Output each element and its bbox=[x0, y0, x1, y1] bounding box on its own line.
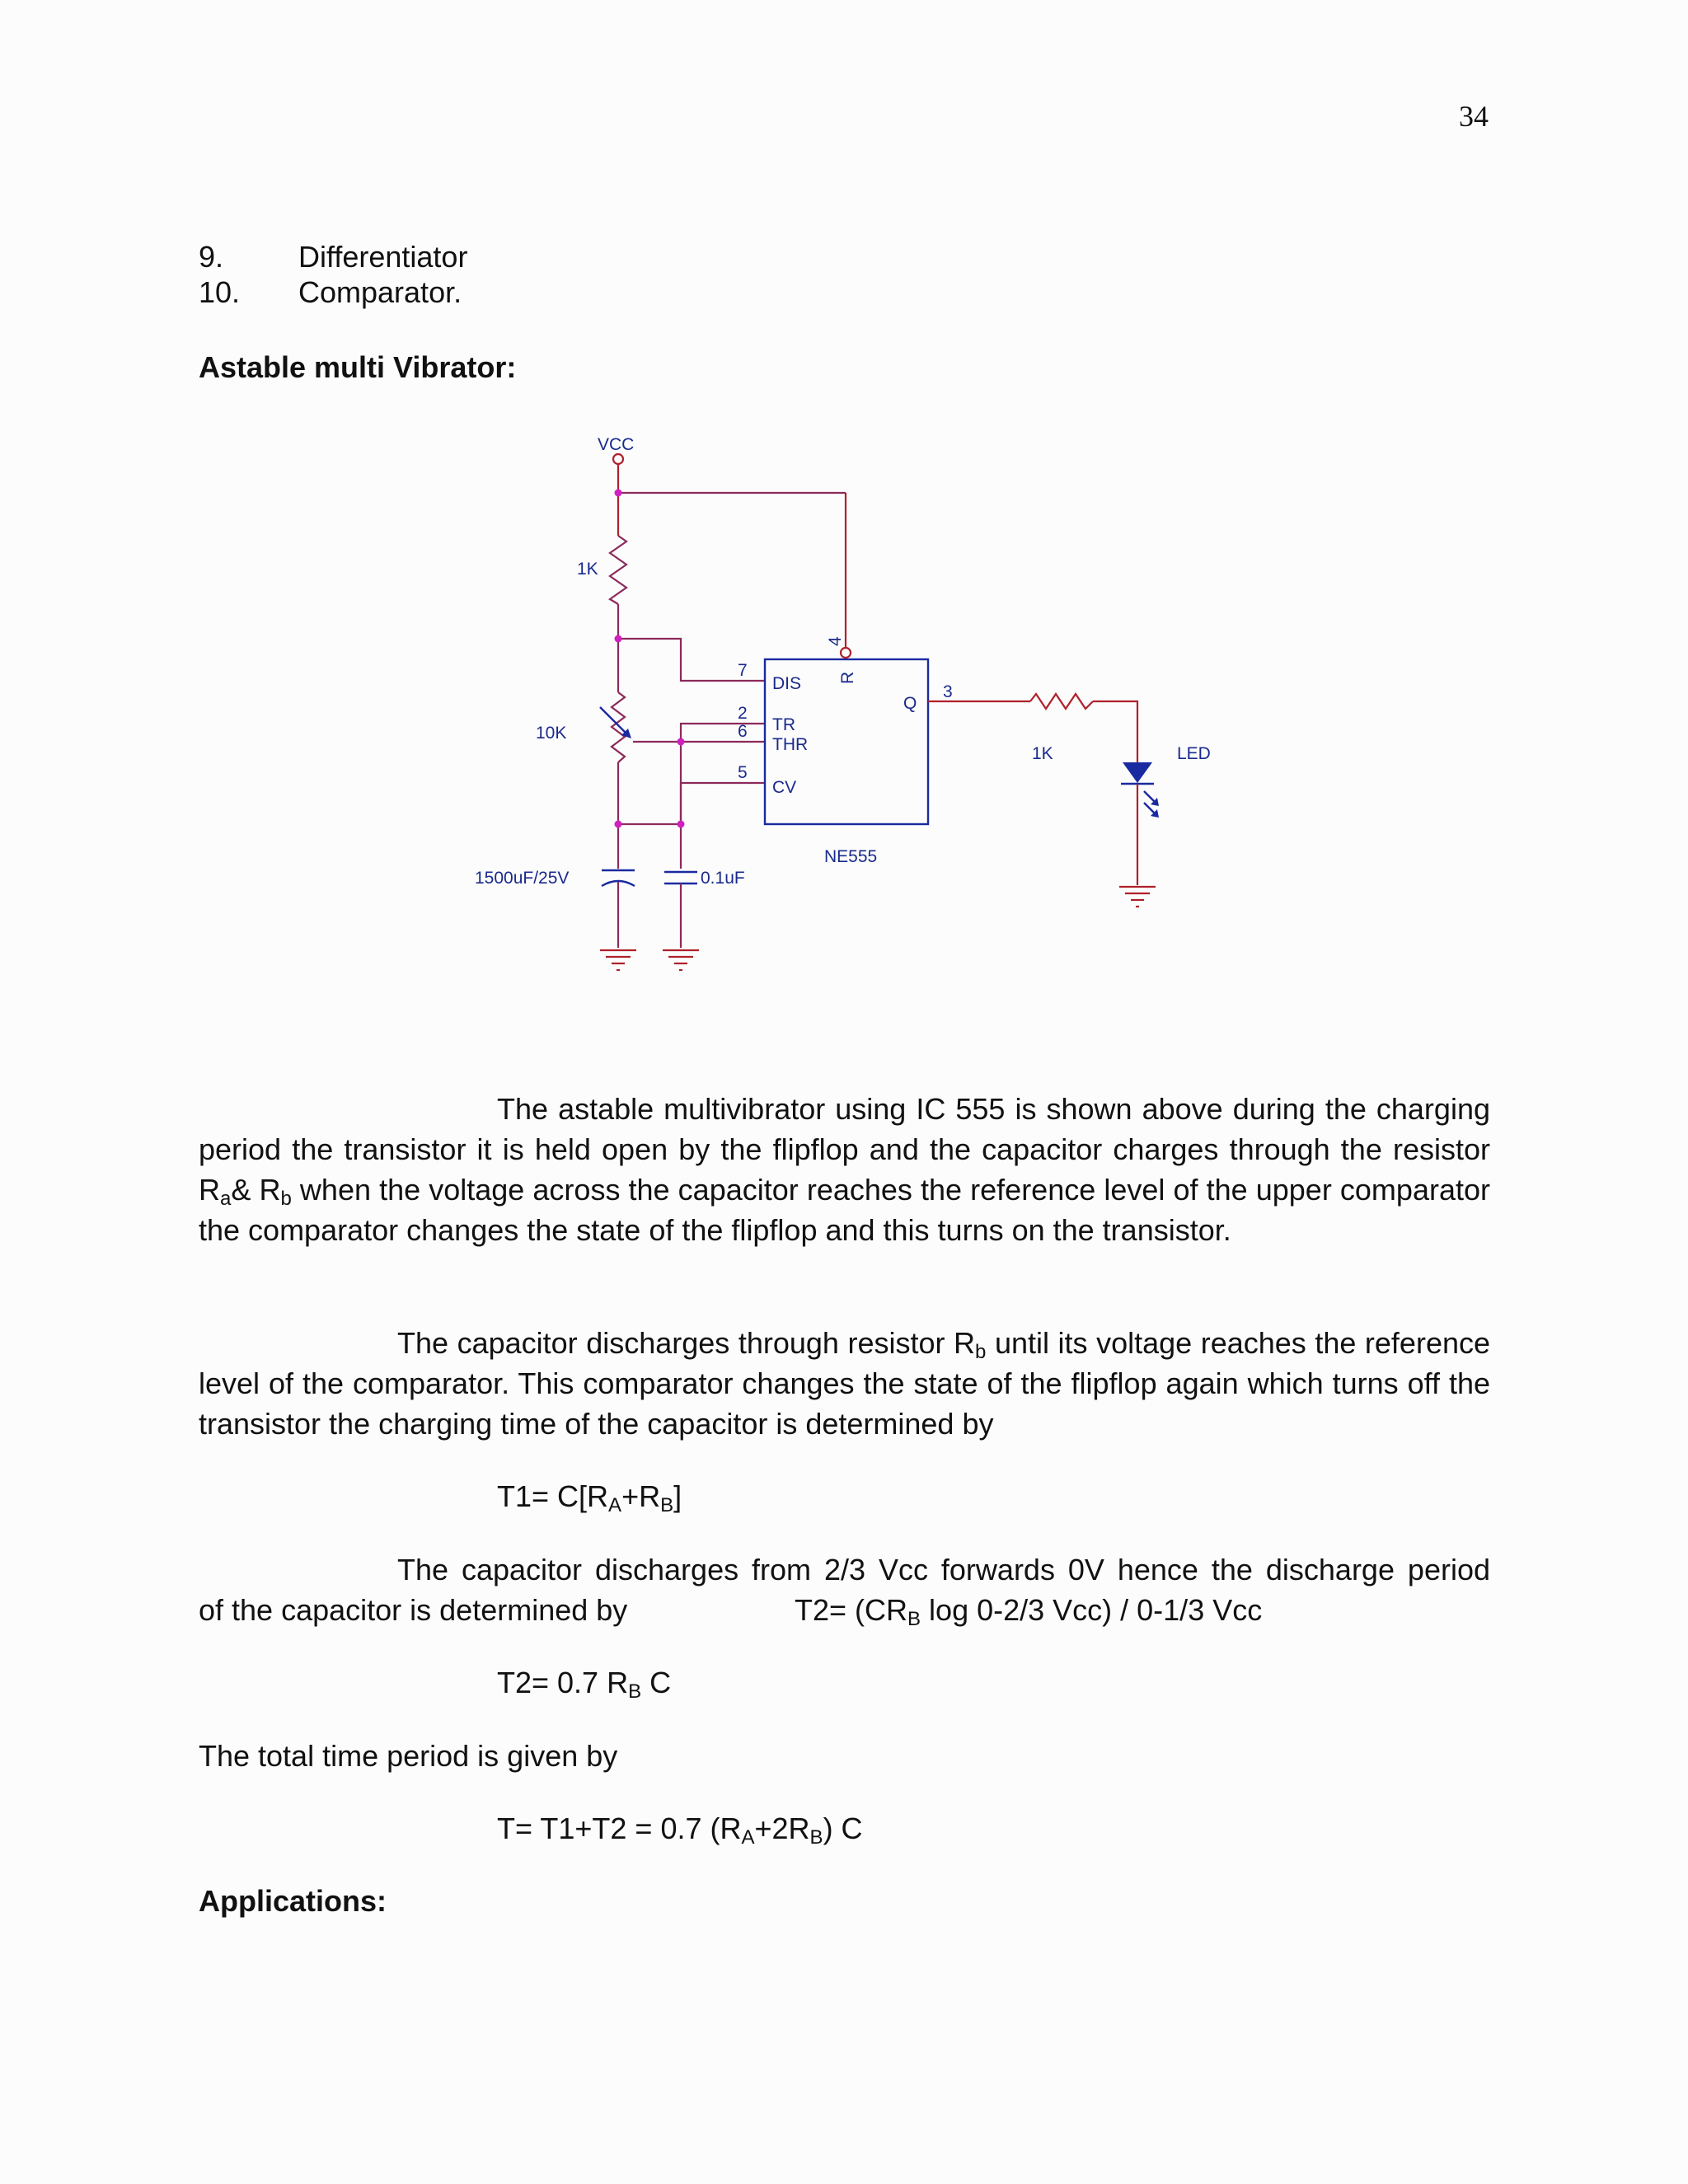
page-number: 34 bbox=[1459, 100, 1489, 133]
capacitor-0.1uf-label: 0.1uF bbox=[701, 869, 745, 888]
ground-symbol bbox=[600, 950, 636, 970]
pin-r-label: R bbox=[838, 671, 857, 684]
pin-thr-label: THR bbox=[772, 735, 809, 754]
circuit-diagram bbox=[0, 0, 1688, 989]
vcc-label: VCC bbox=[598, 435, 635, 454]
paragraph-2: The capacitor discharges through resistor $R_b$ until its voltage reaches the reference level of the comparator. This comparator changes the state of the flipflop again which turns off the transistor the charging time of the capacitor is determined by bbox=[199, 1326, 1491, 1441]
paragraph-3-line-2: of the capacitor is determined by bbox=[199, 1593, 628, 1627]
pin-q-label: Q bbox=[903, 694, 917, 713]
list-item-text: Differentiator bbox=[298, 240, 468, 274]
pin-tr-label: TR bbox=[772, 715, 795, 734]
potentiometer-10k bbox=[612, 692, 625, 762]
led-label: LED bbox=[1177, 744, 1211, 763]
paragraph-1: The astable multivibrator using IC 555 is shown above during the charging period the transistor it is held open by the flipflop and the capacitor charges through the resistor $R_a\&$ $R_b$ when the voltage across the capacitor reaches the reference level of the upper comparator the comparator changes the state of the flipflop and this turns on the transistor. bbox=[199, 1092, 1490, 1247]
ground-symbol bbox=[1119, 887, 1156, 907]
led-symbol bbox=[1121, 762, 1159, 818]
pin-number: 5 bbox=[738, 763, 748, 782]
pin-cv-label: CV bbox=[772, 778, 797, 797]
equation-total: T= T1+T2 = 0.7 $(R_A+2R_B)$ C bbox=[497, 1811, 863, 1849]
equation-t1: $T1= C[R_A+R_B]$ bbox=[497, 1479, 682, 1516]
resistor-1k-label: 1K bbox=[577, 560, 598, 579]
list-item-number: 10. bbox=[199, 275, 241, 309]
vcc-terminal bbox=[613, 454, 623, 464]
pin-number: 6 bbox=[738, 722, 748, 741]
total-period-text: The total time period is given by bbox=[199, 1739, 618, 1773]
pin-number: 4 bbox=[826, 636, 845, 646]
list-item-number: 9. bbox=[199, 240, 224, 274]
list-item-text: Comparator. bbox=[298, 275, 462, 309]
resistor-output-label: 1K bbox=[1032, 744, 1053, 763]
ic-name-label: NE555 bbox=[824, 847, 878, 866]
equation-t2: T2= 0.7 $R_B$ C bbox=[497, 1666, 672, 1703]
equation-t2-log: $T2= (CR_B$ log 0-2/3 Vcc) / 0-1/3 Vcc bbox=[795, 1593, 1263, 1630]
paragraph-3-line-1: The capacitor discharges from 2/3 Vcc forwards 0V hence the discharge period bbox=[397, 1553, 1490, 1586]
pin-number: 2 bbox=[738, 704, 748, 723]
capacitor-1500uf-label: 1500uF/25V bbox=[475, 869, 570, 888]
pin-dis-label: DIS bbox=[772, 674, 802, 693]
pin-number: 3 bbox=[943, 682, 953, 701]
ground-symbol bbox=[663, 950, 699, 970]
resistor-output-1k bbox=[1030, 694, 1093, 709]
resistor-1k bbox=[610, 536, 626, 604]
potentiometer-label: 10K bbox=[536, 724, 567, 743]
applications-heading: Applications: bbox=[199, 1884, 387, 1918]
pin-number: 7 bbox=[738, 661, 748, 680]
section-heading: Astable multi Vibrator: bbox=[199, 350, 517, 384]
